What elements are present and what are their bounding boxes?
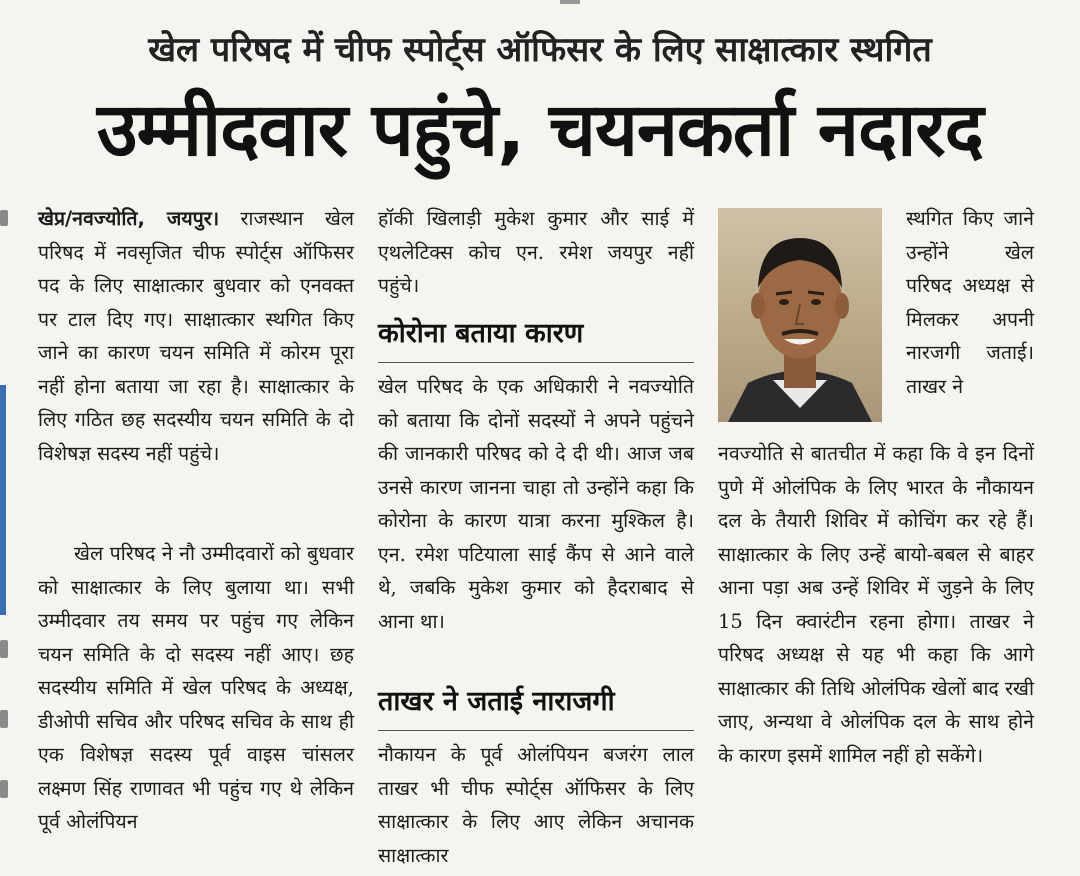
column2-paragraph2: खेल परिषद के एक अधिकारी ने नवज्योति को बताया कि दोनों सदस्यों ने अपने पहुंचने की जानकारी परिषद को दे दी थी। आज जब उनसे कारण जानना चाहा तो उन्होंने कहा कि कोरोना के कारण यात्रा करना मुश्किल है। एन. रमेश पटियाला साई कैंप से आने वाले थे, जबकि मुकेश कुमार को हैदराबाद से आना था। [378,375,694,633]
byline: खेप्र/नवज्योति, जयपुर। [38,207,220,230]
column1-paragraph1-text: राजस्थान खेल परिषद में नवसृजित चीफ स्पोर्ट्स ऑफिसर पद के लिए साक्षात्कार बुधवार को एनवक्त पर टाल दिए गए। साक्षात्कार स्थगित किए जाने का कारण चयन समिति में कोरम पूरा नहीं होना बताया जा रहा है। साक्षात्कार के लिए गठित छह सदस्यीय चयन समिति के दो विशेषज्ञ सदस्य नहीं पहुंचे। [38,207,354,465]
subheading-corona: कोरोना बताया कारण [378,318,584,349]
edge-photo-strip [0,385,6,615]
subheading-takhar: ताखर ने जताई नाराजगी [378,686,615,717]
article-kicker: खेल परिषद में चीफ स्पोर्ट्स ऑफिसर के लिए साक्षात्कार स्थगित [148,30,932,70]
edge-mark [0,780,8,798]
page-top-rule [560,0,580,4]
column1-paragraph1 [38,202,354,470]
edge-mark [0,210,8,226]
subheading-rule [378,362,694,363]
takhar-portrait-photo [718,208,882,422]
column3-paragraph1: स्थगित किए जाने उन्होंने खेल परिषद अध्यक्ष से मिलकर अपनी नारजगी जताई। ताखर ने [906,207,1034,398]
edge-mark [0,710,8,728]
column1-paragraph2: खेल परिषद ने नौ उम्मीदवारों को बुधवार को साक्षात्कार के लिए बुलाया था। सभी उम्मीदवार तय समय पर पहुंच गए लेकिन चयन समिति के दो सदस्य नहीं आए। छह सदस्यीय समिति में खेल परिषद के अध्यक्ष, डीओपी सचिव और परिषद सचिव के साथ ही एक विशेषज्ञ सदस्य पूर्व वाइस चांसलर लक्ष्मण सिंह राणावत भी पहुंच गए थे लेकिन पूर्व ओलंपियन [38,542,354,833]
portrait-illustration [718,208,882,422]
column2-paragraph3: नौकायन के पूर्व ओलंपियन बजरंग लाल ताखर भी चीफ स्पोर्ट्स ऑफिसर के लिए साक्षात्कार के लिए आए लेकिन अचानक साक्षात्कार [378,743,694,867]
subheading-rule [378,730,694,731]
article-headline: उम्मीदवार पहुंचे, चयनकर्ता नदारद [97,87,983,173]
column3-paragraph2: नवज्योति से बातचीत में कहा कि वे इन दिनों पुणे में ओलंपिक के लिए भारत के नौकायन दल के तैयारी शिविर में कोचिंग कर रहे हैं। साक्षात्कार के लिए उन्हें बायो-बबल से बाहर आना पड़ा अब उन्हें शिविर में जुड़ने के लिए 15 दिन क्वारंटीन रहना होगा। ताखर ने परिषद अध्यक्ष से यह भी कहा कि आगे साक्षात्कार की तिथि ओलंपिक खेलों बाद रखी जाए, अन्यथा वे ओलंपिक दल के साथ होने के कारण इसमें शामिल नहीं हो सकेंगे। [718,442,1034,767]
adjacent-article-edge [0,170,14,876]
column2-paragraph1: हॉकी खिलाड़ी मुकेश कुमार और साई में एथलेटिक्स कोच एन. रमेश जयपुर नहीं पहुंचे। [378,207,694,297]
edge-mark [0,640,8,658]
